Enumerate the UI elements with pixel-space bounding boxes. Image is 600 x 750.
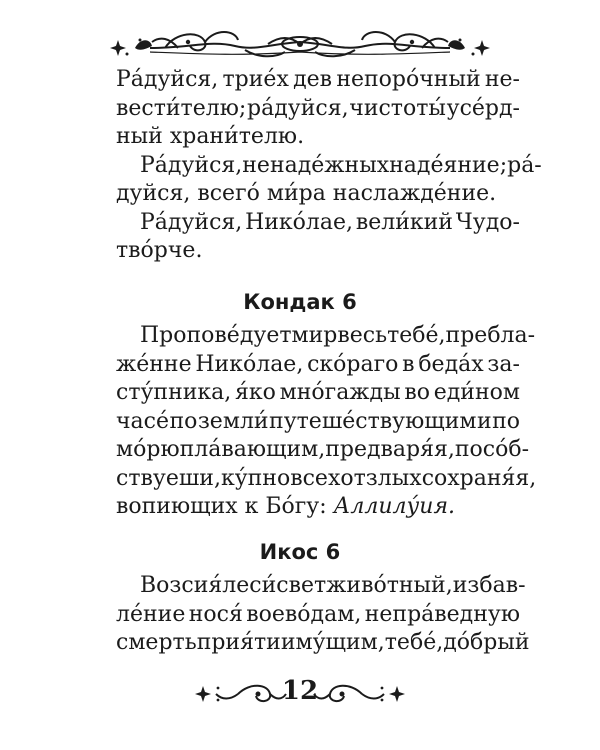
word: мир xyxy=(291,323,338,348)
word: до́брый xyxy=(443,630,530,655)
text-line xyxy=(116,95,520,124)
word: дев xyxy=(293,67,333,92)
word: Нико́лае, xyxy=(195,351,304,377)
word: беда́х xyxy=(418,351,484,377)
text-line xyxy=(116,408,520,437)
word: свет xyxy=(276,573,327,598)
word: по xyxy=(492,408,520,434)
word: путеше́ствующим xyxy=(269,408,477,434)
word: пла́вающим, xyxy=(179,437,326,462)
word: предваря́я, xyxy=(325,437,455,462)
word: прия́ти xyxy=(196,630,281,655)
word: живо́тный, xyxy=(326,573,453,598)
word: ку́пно xyxy=(220,465,291,491)
word: всех xyxy=(290,465,341,491)
word: ра́- xyxy=(507,152,542,178)
word: сохраня́я, xyxy=(421,465,537,491)
word: пребла- xyxy=(445,323,536,348)
word: Пропове́дует xyxy=(140,323,292,348)
word: усе́рд- xyxy=(446,95,520,121)
text-line xyxy=(116,66,520,95)
word: от xyxy=(340,465,366,491)
text-line: ный храни́телю. xyxy=(116,124,305,149)
text-line xyxy=(116,152,542,181)
text-line: тво́рче. xyxy=(116,238,203,263)
word: Ра́дуйся, xyxy=(140,152,243,178)
kondak-heading: Кондак 6 xyxy=(243,290,357,314)
word: тебе́, xyxy=(387,323,446,348)
word: ле́ние xyxy=(116,601,186,627)
page-number: 12 xyxy=(281,676,319,706)
word: мно́гажды xyxy=(279,380,401,405)
word: иму́щим, xyxy=(280,630,385,655)
word: Ра́дуйся, xyxy=(116,67,219,92)
top-ornament xyxy=(0,18,600,68)
word: Возсия́л xyxy=(140,573,237,598)
word: же́нне xyxy=(116,351,192,377)
word: чистоты́ xyxy=(349,95,446,121)
word: я́ко xyxy=(235,380,276,405)
text-line xyxy=(116,465,537,494)
word: Ра́дуйся, xyxy=(140,209,243,235)
paragraph-ikos-end xyxy=(116,66,542,266)
word: ствуеши, xyxy=(116,465,221,491)
text-line: дуйся, всего́ ми́ра наслажде́ние. xyxy=(116,181,497,206)
word: мо́рю xyxy=(116,437,180,462)
word: злых xyxy=(365,465,422,491)
text-line: вопиющих к Бо́гу: Аллилу́ия. xyxy=(116,493,520,522)
word: еси́ xyxy=(236,573,277,598)
word: тебе́, xyxy=(384,630,444,655)
word: избав- xyxy=(452,573,526,598)
word: за- xyxy=(487,351,520,377)
word: весь xyxy=(337,323,388,348)
word: земли́ xyxy=(197,408,269,434)
word: ра́дуйся, xyxy=(247,95,349,121)
word: сту́пника, xyxy=(116,380,232,405)
word: еди́ном xyxy=(433,380,520,405)
word: непоро́чный xyxy=(336,67,481,92)
flourish-icon xyxy=(0,18,600,68)
word: наде́яние; xyxy=(389,152,508,178)
word: непра́ведную xyxy=(364,601,520,627)
text-line xyxy=(116,351,520,380)
text-line xyxy=(116,322,536,351)
text-line xyxy=(116,379,520,408)
paragraph-kondak xyxy=(116,322,537,522)
word: часе́ xyxy=(116,408,170,434)
text-line xyxy=(116,572,526,601)
word: ско́раго xyxy=(307,351,399,377)
word: трие́х xyxy=(222,67,289,92)
word: во xyxy=(404,380,430,405)
word: нося́ xyxy=(188,601,243,627)
text-line xyxy=(116,629,530,658)
word: и xyxy=(476,408,492,434)
word: воево́дам, xyxy=(246,601,362,627)
word: смерть xyxy=(116,630,197,655)
word: вести́телю; xyxy=(116,95,247,121)
text-line xyxy=(116,601,520,630)
word: по xyxy=(169,408,198,434)
word: посо́б- xyxy=(454,437,530,462)
text-line xyxy=(116,209,520,238)
word: Чудо- xyxy=(455,209,520,235)
ikos-heading: Икос 6 xyxy=(259,540,341,564)
paragraph-ikos xyxy=(116,572,530,658)
text-line xyxy=(116,436,530,465)
word: ненаде́жных xyxy=(242,152,390,178)
word: Нико́лае, xyxy=(245,209,354,235)
alleluia-text: Аллилу́ия. xyxy=(333,494,456,519)
word: в xyxy=(402,351,415,377)
word: вели́кий xyxy=(355,209,453,235)
word: не- xyxy=(484,67,520,92)
